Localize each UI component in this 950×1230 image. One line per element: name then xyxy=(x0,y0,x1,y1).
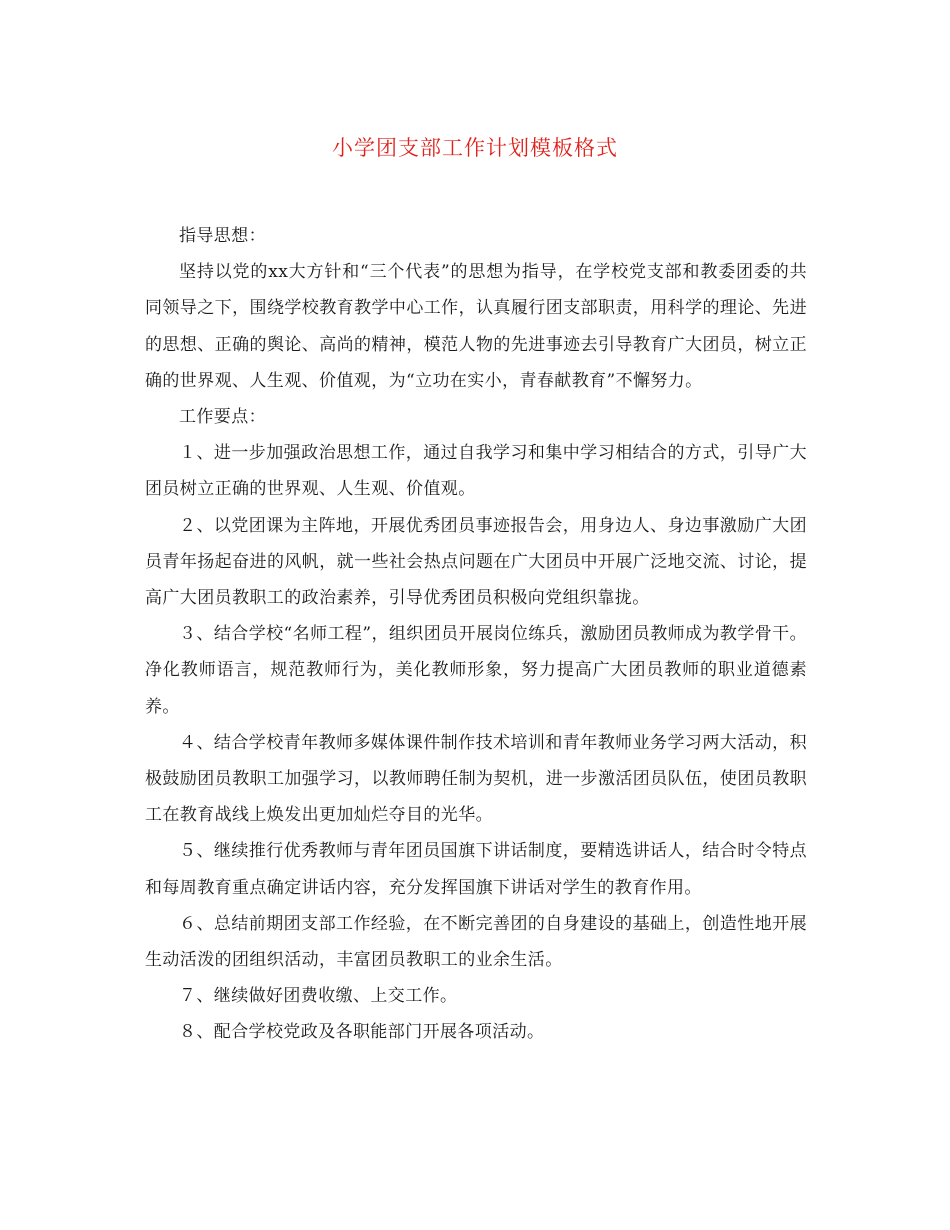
work-point-5: ５、继续推行优秀教师与青年团员国旗下讲话制度，要精选讲话人，结合时令特点和每周教育重点确定讲话内容，充分发挥国旗下讲话对学生的教育作用。 xyxy=(145,841,807,898)
work-point-3: ３、结合学校“名师工程”，组织团员开展岗位练兵，激励团员教师成为教学骨干。净化教师语言，规范教师行为，美化教师形象，努力提高广大团员教师的职业道德素养。 xyxy=(145,624,807,717)
work-point-1: １、进一步加强政治思想工作，通过自我学习和集中学习相结合的方式，引导广大团员树立正确的世界观、人生观、价值观。 xyxy=(145,443,807,500)
document-body xyxy=(145,218,807,1051)
section-heading-guiding-thought: 指导思想： xyxy=(179,226,266,246)
work-point-6: ６、总结前期团支部工作经验，在不断完善团的自身建设的基础上，创造性地开展生动活泼的团组织活动，丰富团员教职工的业余生活。 xyxy=(145,913,807,971)
paragraph-guiding-thought: 坚持以党的xx大方针和“三个代表”的思想为指导，在学校党支部和教委团委的共同领导之下，围绕学校教育教学中心工作，认真履行团支部职责，用科学的理论、先进的思想、正确的舆论、高尚的精神，模范人物的先进事迹去引导教育广大团员，树立正确的世界观、人生观、价值观，为“立功在实小，青春献教育”不懈努力。 xyxy=(145,262,807,391)
work-point-7: ７、继续做好团费收缴、上交工作。 xyxy=(179,986,458,1007)
section-heading-work-points: 工作要点： xyxy=(179,407,266,428)
work-point-4: ４、结合学校青年教师多媒体课件制作技术培训和青年教师业务学习两大活动，积极鼓励团员教职工加强学习，以教师聘任制为契机，进一步激活团员队伍，使团员教职工在教育战线上焕发出更加灿烂夺目的光华。 xyxy=(145,732,807,826)
page-title: 小学团支部工作计划模板格式 xyxy=(332,136,618,160)
work-point-8: ８、配合学校党政及各职能部门开展各项活动。 xyxy=(179,1022,545,1043)
work-point-2: ２、以党团课为主阵地，开展优秀团员事迹报告会，用身边人、身边事激励广大团员青年扬起奋进的风帆，就一些社会热点问题在广大团员中开展广泛地交流、讨论，提高广大团员教职工的政治素养，引导优秀团员积极向党组织靠拢。 xyxy=(145,515,807,609)
